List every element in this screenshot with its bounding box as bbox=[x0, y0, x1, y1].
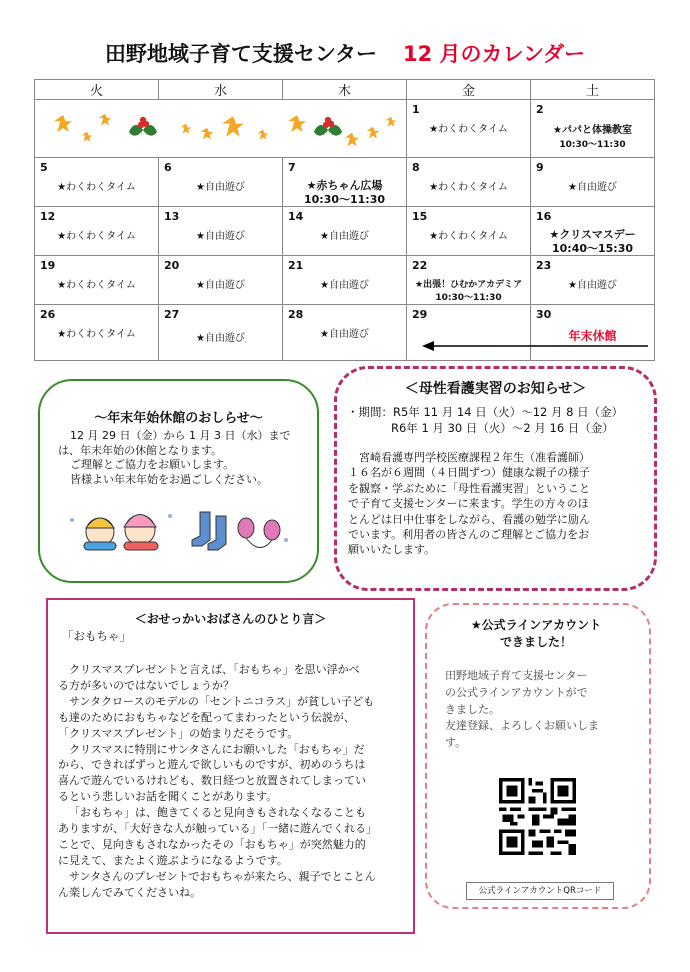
column-topic: 「おもちゃ」 bbox=[62, 629, 131, 643]
calendar-week-row bbox=[35, 256, 655, 305]
star-icon bbox=[201, 128, 214, 140]
column-line: ん楽しんでみてくださいね。 bbox=[58, 885, 201, 899]
closure-notice-text bbox=[58, 429, 308, 487]
day-event: ★自由遊び bbox=[568, 182, 617, 193]
day-event-time: 10:30～11:30 bbox=[303, 193, 386, 206]
line-text: す。 bbox=[445, 736, 467, 750]
line-account-title bbox=[436, 617, 636, 651]
closure-notice-title: ～年末年始休館のおしらせ～ bbox=[94, 411, 263, 426]
line-text: 友達登録、よろしくお願いしま bbox=[445, 719, 599, 733]
column-body bbox=[58, 662, 408, 901]
christmas-decoration-cell bbox=[35, 100, 407, 158]
nursing-line: １６名が６週間（４日間ずつ）健康な親子の様子 bbox=[348, 466, 590, 480]
calendar-day-cell bbox=[159, 305, 283, 361]
line-text: の公式ラインアカウントがで bbox=[445, 685, 588, 699]
day-event: ★自由遊び bbox=[196, 333, 245, 344]
day-event: ★自由遊び bbox=[320, 280, 369, 291]
day-number: 15 bbox=[412, 210, 428, 223]
winter-illustration bbox=[60, 500, 300, 562]
day-event: ★わくわくタイム bbox=[57, 329, 136, 340]
calendar-day-cell bbox=[283, 305, 407, 361]
day-number: 5 bbox=[40, 161, 48, 174]
day-event-time: 10:30～11:30 bbox=[435, 293, 502, 303]
star-icon bbox=[222, 116, 244, 136]
day-number: 14 bbox=[288, 210, 304, 223]
nursing-period bbox=[347, 404, 647, 436]
qr-caption: 公式ラインアカウントQRコード bbox=[466, 882, 614, 900]
column-line: 喜んで遊んでいるけれども、数日経つと放置されてしまってい bbox=[58, 774, 366, 788]
column-line: から、できればずっと遊んで欲しいものですが、初めのうちは bbox=[58, 758, 366, 772]
calendar-week-row bbox=[35, 207, 655, 256]
line-title-1: ★公式ラインアカウント bbox=[470, 618, 602, 632]
calendar-day-cell bbox=[531, 207, 655, 256]
weekday-fri: 金 bbox=[407, 80, 531, 100]
calendar-day-cell bbox=[531, 256, 655, 305]
column-line: ことで、見向きもされなかったその「おもちゃ」が突然魅力的 bbox=[58, 837, 366, 851]
column-line: るという悲しいお話を聞くことがあります。 bbox=[58, 790, 278, 804]
day-event: ★わくわくタイム bbox=[429, 182, 508, 193]
period-first: R5年 11 月 14 日（火）～12 月 8 日（金） bbox=[393, 405, 624, 419]
line-account-text bbox=[445, 668, 645, 752]
star-icon bbox=[99, 114, 112, 126]
calendar-day-cell bbox=[159, 158, 283, 207]
calendar-day-cell bbox=[407, 256, 531, 305]
day-number: 7 bbox=[288, 161, 296, 174]
holly-star-decoration bbox=[35, 100, 407, 154]
day-event: ★赤ちゃん広場 bbox=[306, 179, 383, 192]
calendar-table bbox=[34, 79, 655, 361]
column-line: クリスマスプレゼントと言えば、「おもちゃ」を思い浮かべ bbox=[69, 663, 360, 676]
day-number: 21 bbox=[288, 259, 304, 272]
day-number: 29 bbox=[412, 308, 428, 321]
day-number: 9 bbox=[536, 161, 544, 174]
column-line: 「おもちゃ」は、飽きてくると見向きもされなくなることも bbox=[69, 806, 366, 820]
day-event: ★自由遊び bbox=[196, 182, 245, 193]
day-event: ★自由遊び bbox=[196, 280, 245, 291]
nursing-line: 宮崎看護専門学校医療課程２年生（准看護師） bbox=[359, 451, 590, 464]
holly-icon bbox=[314, 117, 342, 136]
nursing-line: 願いいたします。 bbox=[348, 543, 436, 557]
day-event-time: 10:40～15:30 bbox=[551, 242, 634, 255]
star-icon bbox=[386, 117, 397, 127]
closure-line: 12 月 29 日（金）から 1 月 3 日（水）まで bbox=[70, 429, 291, 442]
calendar-week-row bbox=[35, 100, 655, 158]
weekday-tue: 火 bbox=[35, 80, 159, 100]
day-number: 13 bbox=[164, 210, 180, 223]
closure-line: 皆様よい年末年始をお過ごしください。 bbox=[70, 472, 268, 486]
day-number: 2 bbox=[536, 103, 544, 116]
day-number: 12 bbox=[40, 210, 56, 223]
closure-line: は、年末年始の休館となります。 bbox=[58, 443, 223, 457]
weekday-sat: 土 bbox=[531, 80, 655, 100]
nursing-line: を観察・学ぶために「母性看護実習」ということ bbox=[348, 481, 590, 495]
period-second: R6年 1 月 30 日（火）～2 月 16 日（金） bbox=[391, 421, 614, 435]
star-icon bbox=[288, 115, 306, 132]
calendar-day-cell bbox=[35, 305, 159, 361]
qr-code-icon[interactable] bbox=[499, 778, 576, 855]
period-label: ・期間： bbox=[347, 405, 393, 419]
calendar-day-cell bbox=[283, 256, 407, 305]
day-event: ★パパと体操教室 bbox=[553, 125, 632, 136]
day-number: 20 bbox=[164, 259, 180, 272]
column-title: ＜おせっかいおばさんのひとり言＞ bbox=[134, 612, 327, 626]
holly-icon bbox=[129, 117, 157, 136]
calendar-day-cell bbox=[283, 207, 407, 256]
nursing-line: で子育て支援センターに来ます。学生の方々のほ bbox=[348, 497, 589, 511]
closure-arrow bbox=[420, 339, 652, 353]
calendar-day-cell bbox=[283, 158, 407, 207]
day-event: ★クリスマスデー bbox=[549, 228, 636, 241]
column-line: サンタさんのプレゼントでおもちゃが来たら、親子でとことん bbox=[69, 869, 376, 883]
day-number: 30 bbox=[536, 308, 552, 321]
calendar-weekday-row bbox=[35, 80, 655, 100]
closure-line: ご理解とご協力をお願いします。 bbox=[70, 458, 235, 472]
day-event: ★わくわくタイム bbox=[57, 280, 136, 291]
day-event: ★わくわくタイム bbox=[429, 231, 508, 242]
star-icon bbox=[82, 132, 93, 142]
children-icon bbox=[70, 514, 172, 550]
column-line: も達のためにおもちゃなどを配ってまわったという伝説が、 bbox=[58, 710, 355, 724]
day-event: ★自由遊び bbox=[320, 231, 369, 242]
star-icon bbox=[258, 130, 269, 140]
calendar-day-cell bbox=[35, 256, 159, 305]
page-header bbox=[0, 38, 690, 68]
star-icon bbox=[181, 124, 192, 134]
calendar-day-cell bbox=[407, 158, 531, 207]
day-event: ★わくわくタイム bbox=[57, 182, 136, 193]
star-icon bbox=[345, 133, 359, 147]
page-title: 田野地域子育て支援センター bbox=[104, 42, 377, 66]
nursing-line: とんどは日中仕事をしながら、看護の勉学に励ん bbox=[348, 512, 590, 526]
calendar-day-cell bbox=[531, 100, 655, 158]
nursing-notice-title: ＜母性看護実習のお知らせ＞ bbox=[404, 381, 587, 397]
column-line: ありますが、「大好きな人が触っている」「一緒に遊んでくれる」 bbox=[58, 822, 377, 836]
day-number: 16 bbox=[536, 210, 552, 223]
column-line: る方が多いのではないでしょうか？ bbox=[58, 678, 234, 692]
line-text: 田野地域子育て支援センター bbox=[445, 669, 588, 682]
day-event: ★出張！ひむかアカデミア bbox=[415, 280, 522, 290]
calendar-day-cell bbox=[159, 256, 283, 305]
star-icon bbox=[54, 115, 72, 132]
line-text: きました。 bbox=[445, 702, 500, 716]
day-number: 26 bbox=[40, 308, 56, 321]
day-event: ★わくわくタイム bbox=[57, 231, 136, 242]
day-number: 28 bbox=[288, 308, 304, 321]
day-number: 27 bbox=[164, 308, 180, 321]
calendar-day-cell bbox=[531, 158, 655, 207]
nursing-line: でいます。利用者の皆さんのご理解とご協力をお bbox=[348, 528, 590, 542]
star-icon bbox=[367, 127, 380, 139]
column-line: に見えて、またよく遊ぶようになるようです。 bbox=[58, 853, 288, 867]
column-line: クリスマスに特別にサンタさんにお願いした「おもちゃ」だ bbox=[69, 742, 365, 756]
calendar-day-cell bbox=[159, 207, 283, 256]
day-event: ★自由遊び bbox=[196, 231, 245, 242]
weekday-wed: 水 bbox=[159, 80, 283, 100]
line-title-2: できました！ bbox=[499, 635, 572, 649]
day-number: 23 bbox=[536, 259, 552, 272]
calendar-day-cell bbox=[35, 207, 159, 256]
day-number: 22 bbox=[412, 259, 428, 272]
nursing-notice-body bbox=[348, 450, 644, 558]
day-number: 1 bbox=[412, 103, 420, 116]
socks-icon bbox=[192, 512, 226, 550]
calendar-week-row bbox=[35, 158, 655, 207]
day-event: ★わくわくタイム bbox=[429, 124, 508, 135]
day-number: 8 bbox=[412, 161, 420, 174]
day-number: 19 bbox=[40, 259, 56, 272]
calendar-day-cell bbox=[407, 100, 531, 158]
day-event-time: 10:30～11:30 bbox=[559, 140, 626, 150]
column-line: 「クリスマスプレゼント」の始まりだそうです。 bbox=[58, 726, 299, 740]
column-line: サンタクロースのモデルの「セントニコラス」が貧しい子ども bbox=[69, 694, 375, 708]
day-number: 6 bbox=[164, 161, 172, 174]
closure-label: 年末休館 bbox=[568, 329, 617, 343]
calendar-day-cell bbox=[35, 158, 159, 207]
calendar-day-cell bbox=[407, 207, 531, 256]
day-event: ★自由遊び bbox=[568, 280, 617, 291]
weekday-thu: 木 bbox=[283, 80, 407, 100]
page-subtitle: 12 月のカレンダー bbox=[403, 42, 586, 66]
mittens-icon bbox=[238, 518, 288, 548]
day-event: ★自由遊び bbox=[320, 329, 369, 340]
